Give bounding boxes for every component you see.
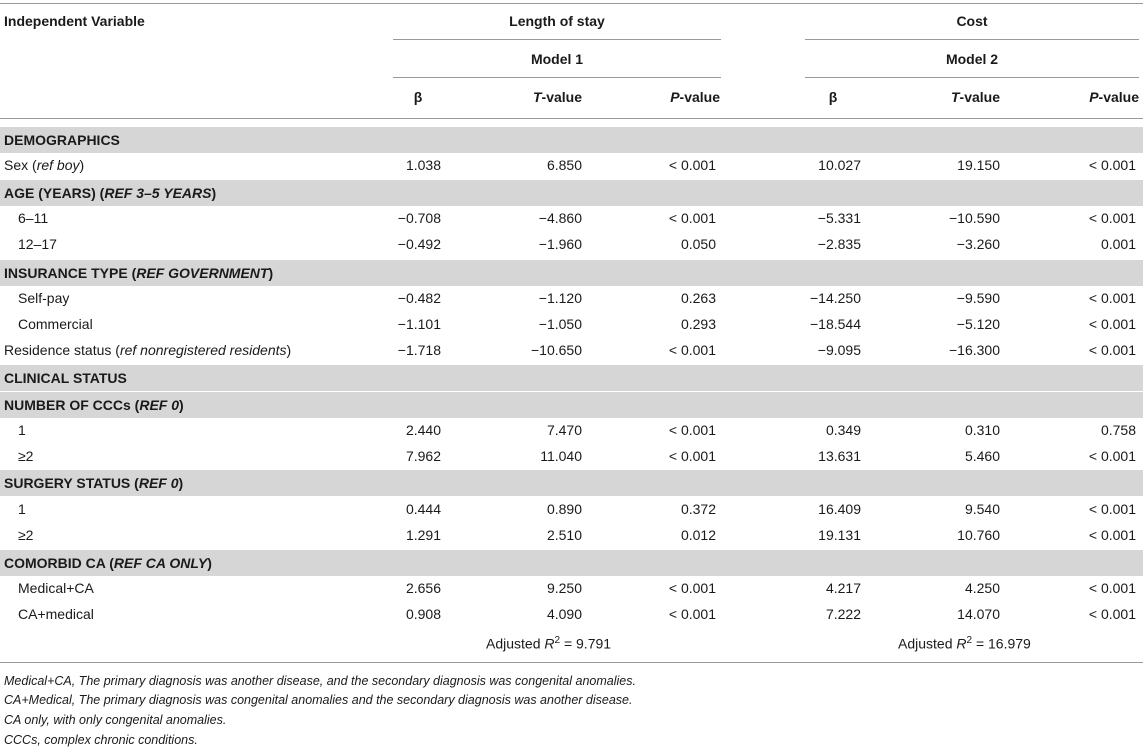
footnote: CA only, with only congenital anomalies. (4, 713, 227, 727)
cell: < 0.001 (668, 342, 716, 358)
header-independent-variable: Independent Variable (4, 13, 145, 29)
cell: −4.860 (538, 210, 582, 226)
cell: 1.038 (405, 157, 441, 173)
cell: 11.040 (540, 448, 582, 464)
cell: < 0.001 (668, 580, 716, 596)
cell: 0.908 (405, 606, 441, 622)
cell: 6.850 (546, 157, 582, 173)
adjusted-r2-model-1: Adjusted $R^2 = 9.791$ (486, 635, 612, 652)
section-number-of-cccs: NUMBER OF CCCs (REF 0) (0, 392, 1143, 418)
cell: 0.050 (680, 236, 716, 252)
cell: −16.300 (949, 342, 1000, 358)
row-label: 1 (18, 501, 26, 517)
table-row-self-pay (0, 286, 1143, 312)
cell: 7.222 (825, 606, 861, 622)
header-bottom-rule (0, 118, 1143, 119)
cell: 7.470 (546, 422, 582, 438)
cell: −9.095 (817, 342, 861, 358)
cell: 10.027 (818, 157, 861, 173)
table-row-surgery-1 (0, 497, 1143, 523)
adjusted-r2-model-2: Adjusted $R^2 = 16.979$ (898, 635, 1031, 652)
cell: −9.590 (956, 290, 1000, 306)
cell: −14.250 (810, 290, 861, 306)
row-label: ≥2 (18, 527, 34, 543)
footnote: CA+Medical, The primary diagnosis was congenital anomalies and the secondary diagnosis was another disease. (4, 693, 633, 707)
cell: 7.962 (405, 448, 441, 464)
bottom-rule (0, 662, 1143, 663)
table-row-commercial (0, 312, 1143, 338)
cell: < 0.001 (668, 210, 716, 226)
row-label: Commercial (18, 316, 93, 332)
section-clinical-status: CLINICAL STATUS (0, 365, 1143, 391)
header-model-2: Model 2 (945, 51, 999, 67)
row-label: Residence status (ref nonregistered residents) (4, 342, 292, 358)
header-p-value-2: P-value (1089, 89, 1139, 105)
cell: 16.409 (818, 501, 861, 517)
cell: 9.250 (546, 580, 582, 596)
cell: < 0.001 (668, 157, 716, 173)
cell: 4.090 (546, 606, 582, 622)
cell: < 0.001 (1088, 290, 1136, 306)
cell: < 0.001 (668, 448, 716, 464)
cell: 4.217 (825, 580, 861, 596)
cell: −5.120 (956, 316, 1000, 332)
cell: −1.101 (397, 316, 441, 332)
cell: −10.650 (531, 342, 582, 358)
header-p-value-1: P-value (670, 89, 720, 105)
cell: 2.440 (405, 422, 441, 438)
cell: 9.540 (964, 501, 1000, 517)
cell: 10.760 (957, 527, 1000, 543)
row-label: Self-pay (18, 290, 70, 306)
model-1-underline (393, 77, 721, 78)
cell: 0.293 (680, 316, 716, 332)
cell: 19.150 (957, 157, 1000, 173)
section-insurance-type: INSURANCE TYPE (REF GOVERNMENT) (0, 260, 1143, 286)
cell: < 0.001 (1088, 210, 1136, 226)
table-row-medical-ca (0, 576, 1143, 602)
cell: < 0.001 (1088, 342, 1136, 358)
cell: 0.349 (825, 422, 861, 438)
cell: 1.291 (405, 527, 441, 543)
cell: −2.835 (817, 236, 861, 252)
row-label: ≥2 (18, 448, 34, 464)
cell: 14.070 (957, 606, 1000, 622)
footnote: Medical+CA, The primary diagnosis was another disease, and the secondary diagnosis was congenital anomalies. (4, 674, 636, 688)
cell: −0.708 (397, 210, 441, 226)
header-model-1: Model 1 (530, 51, 584, 67)
header-beta-2: β (828, 89, 838, 105)
row-label: Sex (ref boy) (4, 157, 85, 173)
cell: < 0.001 (1088, 316, 1136, 332)
cell: 0.012 (680, 527, 716, 543)
row-label: 1 (18, 422, 26, 438)
cell: −1.718 (397, 342, 441, 358)
section-comorbid-ca: COMORBID CA (REF CA ONLY) (0, 550, 1143, 576)
cell: 0.001 (1100, 236, 1136, 252)
table-row-sex (0, 153, 1143, 179)
cell: −1.120 (538, 290, 582, 306)
cell: < 0.001 (1088, 606, 1136, 622)
cell: < 0.001 (1088, 157, 1136, 173)
cell: −1.960 (538, 236, 582, 252)
row-label: CA+medical (18, 606, 94, 622)
row-label: Medical+CA (18, 580, 94, 596)
footnote: CCCs, complex chronic conditions. (4, 733, 198, 747)
top-rule (0, 3, 1143, 4)
cell: 0.758 (1100, 422, 1136, 438)
section-age: AGE (YEARS) (REF 3–5 YEARS) (0, 180, 1143, 206)
header-t-value-1: T-value (532, 89, 582, 105)
table-row-ca-medical (0, 602, 1143, 628)
length-of-stay-underline (393, 39, 721, 40)
section-surgery-status: SURGERY STATUS (REF 0) (0, 470, 1143, 496)
table-row-residence-status (0, 338, 1143, 364)
cell: 5.460 (964, 448, 1000, 464)
cell: < 0.001 (668, 422, 716, 438)
cell: −10.590 (949, 210, 1000, 226)
cell: 4.250 (964, 580, 1000, 596)
cell: −0.492 (397, 236, 441, 252)
cell: < 0.001 (668, 606, 716, 622)
cell: 2.656 (405, 580, 441, 596)
table-row-age-6-11 (0, 206, 1143, 232)
cell: 0.372 (680, 501, 716, 517)
table-row-age-12-17 (0, 232, 1143, 258)
header-cost: Cost (956, 13, 988, 29)
cell: −3.260 (956, 236, 1000, 252)
cell: 13.631 (818, 448, 861, 464)
cell: < 0.001 (1088, 501, 1136, 517)
cell: 19.131 (818, 527, 861, 543)
table-row-ccc-1 (0, 418, 1143, 444)
cell: 0.310 (964, 422, 1000, 438)
cell: 0.444 (405, 501, 441, 517)
cell: −18.544 (810, 316, 861, 332)
header-length-of-stay: Length of stay (509, 13, 605, 29)
row-label: 6–11 (18, 210, 49, 226)
cell: < 0.001 (1088, 580, 1136, 596)
cell: −0.482 (397, 290, 441, 306)
cell: −5.331 (817, 210, 861, 226)
table-row-ccc-2plus (0, 444, 1143, 470)
cell: < 0.001 (1088, 448, 1136, 464)
row-label: 12–17 (18, 236, 57, 252)
table-row-surgery-2plus (0, 523, 1143, 549)
cost-underline (805, 39, 1139, 40)
cell: 0.263 (680, 290, 716, 306)
cell: 0.890 (546, 501, 582, 517)
header-beta-1: β (413, 89, 423, 105)
cell: 2.510 (546, 527, 582, 543)
cell: < 0.001 (1088, 527, 1136, 543)
header-t-value-2: T-value (950, 89, 1000, 105)
model-2-underline (805, 77, 1139, 78)
section-demographics: DEMOGRAPHICS (0, 127, 1143, 153)
cell: −1.050 (538, 316, 582, 332)
